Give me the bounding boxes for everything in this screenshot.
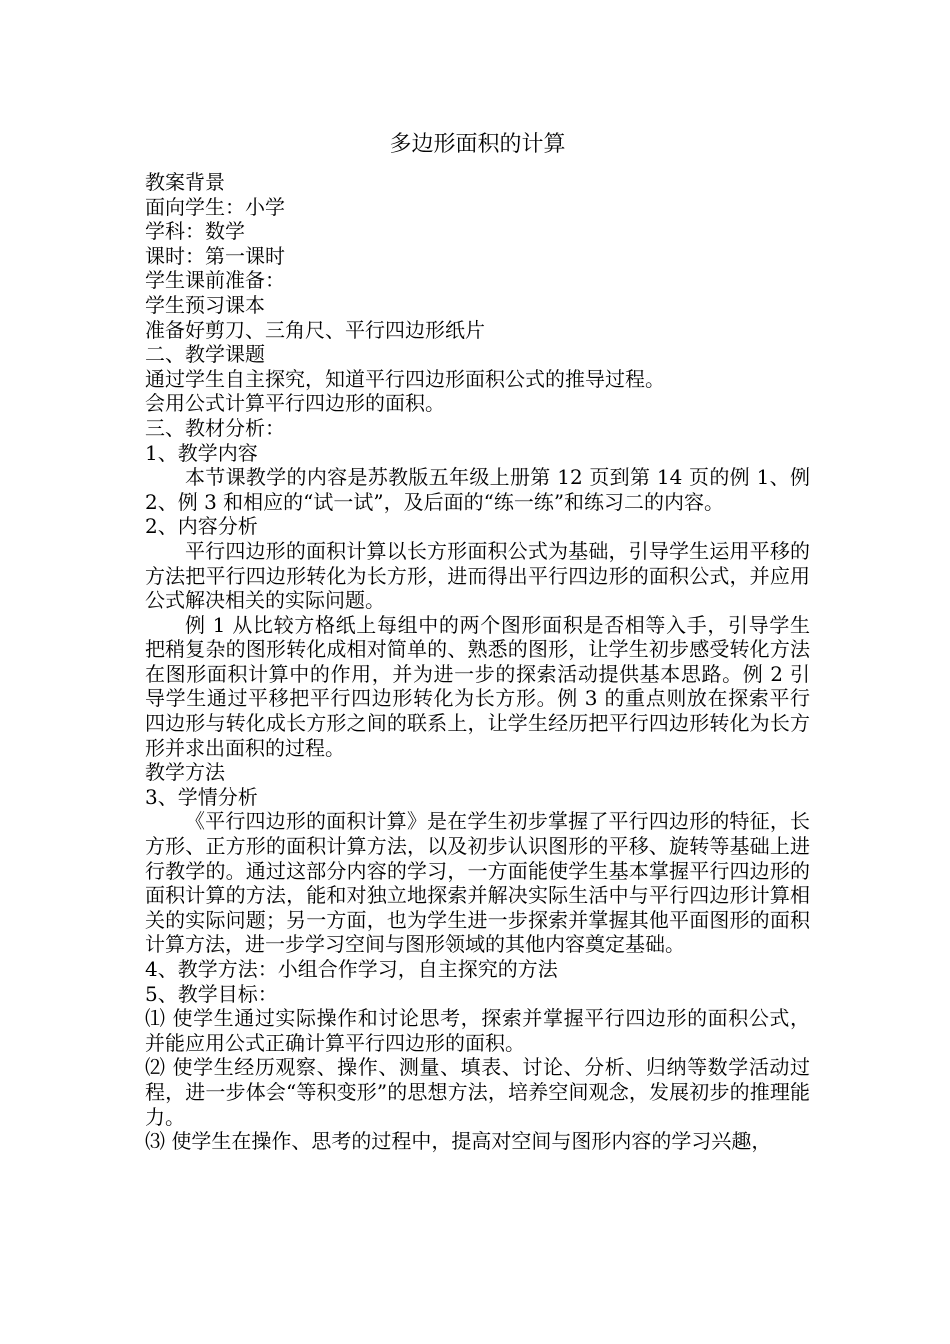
- class-period: 课时：第一课时: [145, 243, 285, 268]
- heading-material-analysis: 三、教材分析：: [145, 415, 285, 440]
- paragraph-content-analysis-1: 平行四边形的面积计算以长方形面积公式为基础，引导学生运用平移的方法把平行四边形转化为长方形，进而得出平行四边形的面积公式，并应用公式解决相关的实际问题。: [145, 538, 810, 613]
- topic-line-1: 通过学生自主探究，知道平行四边形面积公式的推导过程。: [145, 366, 665, 391]
- heading-goals: 5、教学目标：: [145, 981, 278, 1006]
- document-page: [145, 132, 810, 1154]
- subject: 学科：数学: [145, 219, 245, 244]
- heading-learning-situation: 3、学情分析: [145, 784, 258, 809]
- heading-teaching-method: 教学方法: [145, 760, 225, 785]
- paragraph-learning-situation: 《平行四边形的面积计算》是在学生初步掌握了平行四边形的特征，长方形、正方形的面积计算方法，以及初步认识图形的平移、旋转等基础上进行教学的。通过这部分内容的学习，一方面能使学生基本掌握平行四边形的面积计算的方法，能和对独立地探索并解决实际生活中与平行四边形计算相关的实际问题；另一方面，也为学生进一步探索并掌握其他平面图形的面积计算方法，进一步学习空间与图形领域的其他内容奠定基础。: [145, 809, 810, 957]
- goal-item-2: ⑵ 使学生经历观察、操作、测量、填表、讨论、分析、归纳等数学活动过程，进一步体会“等积变形”的思想方法，培养空间观念，发展初步的推理能力。: [145, 1055, 810, 1129]
- prep-item-materials: 准备好剪刀、三角尺、平行四边形纸片: [145, 317, 485, 342]
- topic-line-2: 会用公式计算平行四边形的面积。: [145, 391, 445, 416]
- heading-content-analysis: 2、内容分析: [145, 514, 258, 539]
- target-students: 面向学生：小学: [145, 194, 285, 219]
- paragraph-teaching-content: 本节课教学的内容是苏教版五年级上册第 12 页到第 14 页的例 1、例 2、例 3 和相应的“试一试”，及后面的“练一练”和练习二的内容。: [145, 465, 810, 514]
- paragraph-content-analysis-2: 例 1 从比较方格纸上每组中的两个图形面积是否相等入手，引导学生把稍复杂的图形转化成相对简单的、熟悉的图形，让学生初步感受转化方法在图形面积计算中的作用，并为进一步的探索活动提供基本思路。例 2 引导学生通过平移把平行四边形转化为长方形。例 3 的重点则放在探索平行四边形与转化成长方形之间的联系上，让学生经历把平行四边形转化为长方形并求出面积的过程。: [145, 612, 810, 760]
- document-title: 多边形面积的计算: [389, 132, 566, 157]
- heading-background: 教案背景: [145, 170, 225, 194]
- heading-teaching-content: 1、教学内容: [145, 440, 258, 465]
- heading-topic: 二、教学课题: [145, 342, 265, 367]
- heading-method-detail: 4、教学方法：小组合作学习，自主探究的方法: [145, 957, 558, 981]
- student-preparation: 学生课前准备：: [145, 268, 285, 293]
- goal-item-1: ⑴ 使学生通过实际操作和讨论思考，探索并掌握平行四边形的面积公式，并能应用公式正确计算平行四边形的面积。: [145, 1006, 810, 1055]
- prep-item-preview: 学生预习课本: [145, 292, 265, 317]
- goal-item-3: ⑶ 使学生在操作、思考的过程中，提高对空间与图形内容的学习兴趣，: [145, 1129, 772, 1154]
